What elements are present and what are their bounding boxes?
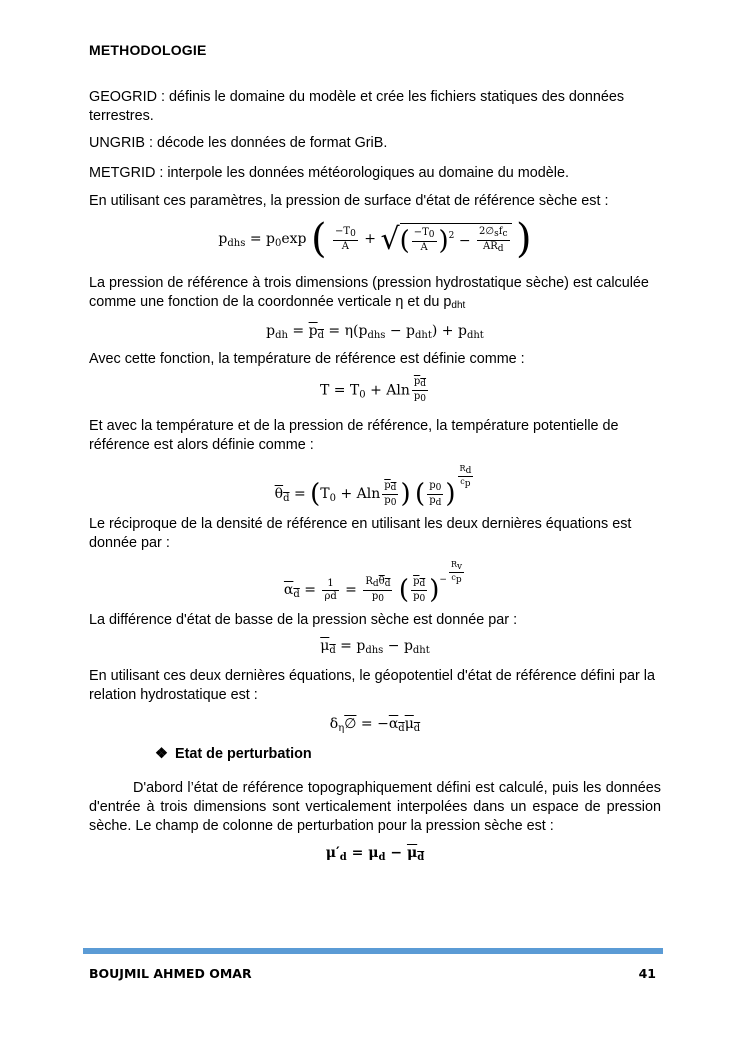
paragraph-temp-intro: Avec cette fonction, la température de référence est définie comme : xyxy=(89,351,525,367)
ref-pressure-intro-subscript: dht xyxy=(451,300,466,311)
equation-ref-density: $\alpha_d$ = $\frac{1}{\overline{\rho}d}$ = $\frac{\text{Rdθd}}{p0}$ ( $\frac{pd}{p0}$ )− $\frac{Rv}{cp}$ xyxy=(283,560,463,605)
paragraph-ref-pressure-intro xyxy=(89,274,661,315)
footer-rule xyxy=(83,948,663,954)
paragraph-ungrib: UNGRIB : décode les données de format GriB. xyxy=(89,135,388,151)
diamond-bullet-icon: ❖ xyxy=(155,746,168,762)
paragraph-geogrid: GEOGRID : définis le domaine du modèle et crée les fichiers statiques des données terrestres. xyxy=(89,89,625,124)
paragraph-perturbation: D'abord l’état de référence topographiquement défini est calculé, puis les données d'entrée à trois dimensions sont verticalement interpolées dans un espace de pression sèche. Le champ de colonne de perturbation pour la pression sèche est : xyxy=(89,780,661,834)
ref-pressure-intro-text: La pression de référence à trois dimensions (pression hydrostatique sèche) est calculée comme une fonction de la coordonnée verticale η et du p xyxy=(89,275,649,310)
equation-base-pressure-diff: $\mu_d = p_{dhs} - p_{dht}$ xyxy=(320,638,430,656)
equation-geopotential: $\delta_\eta\emptyset = -\alpha_d\mu_d$ xyxy=(329,716,421,734)
footer-page-number: 41 xyxy=(638,966,656,981)
footer-author: BOUJMIL AHMED OMAR xyxy=(89,966,252,981)
paragraph-surface-pressure-intro: En utilisant ces paramètres, la pression de surface d'état de référence sèche est : xyxy=(89,193,609,209)
equation-surface-pressure: $p_{dhs} = p_0\exp$ ( $\frac{-T0}{A}$ + √( $\frac{-T0}{A}$ )$^2$ − $\frac{\text{2∅sfc}}{\text{ARd}}$ ) xyxy=(218,216,532,262)
page-title: METHODOLOGIE xyxy=(89,42,207,58)
equation-ref-pressure: $p_{dh} = p_d = \eta(p_{dhs} - p_{dht}) + p_{dht}$ xyxy=(266,323,484,341)
paragraph-density-intro: Le réciproque de la densité de référence en utilisant les deux dernières équations est donnée par : xyxy=(89,516,632,551)
paragraph-base-diff-intro: La différence d'état de basse de la pression sèche est donnée par : xyxy=(89,612,518,628)
section-title: Etat de perturbation xyxy=(175,746,312,762)
equation-potential-temperature: $\theta_d = (T_0 + Aln$ $\frac{pd}{p0}$ ) ( $\frac{p0}{pd}$ ) $\frac{Rd}{cp}$ xyxy=(274,464,472,509)
section-heading-perturbation xyxy=(155,746,312,762)
paragraph-geopotential-intro: En utilisant ces deux dernières équations, le géopotentiel d'état de référence défini par la relation hydrostatique est : xyxy=(89,668,655,703)
paragraph-metgrid: METGRID : interpole les données météorologiques au domaine du modèle. xyxy=(89,165,569,181)
paragraph-potential-temp-intro: Et avec la température et de la pression de référence, la température potentielle de référence est alors définie comme : xyxy=(89,418,619,453)
equation-perturbation-pressure: $\mu'_d = \mu_d - \mu_d$ xyxy=(325,845,425,863)
equation-ref-temperature: $T = T_0 + Aln$ $\frac{pd}{p0}$ xyxy=(319,376,427,404)
